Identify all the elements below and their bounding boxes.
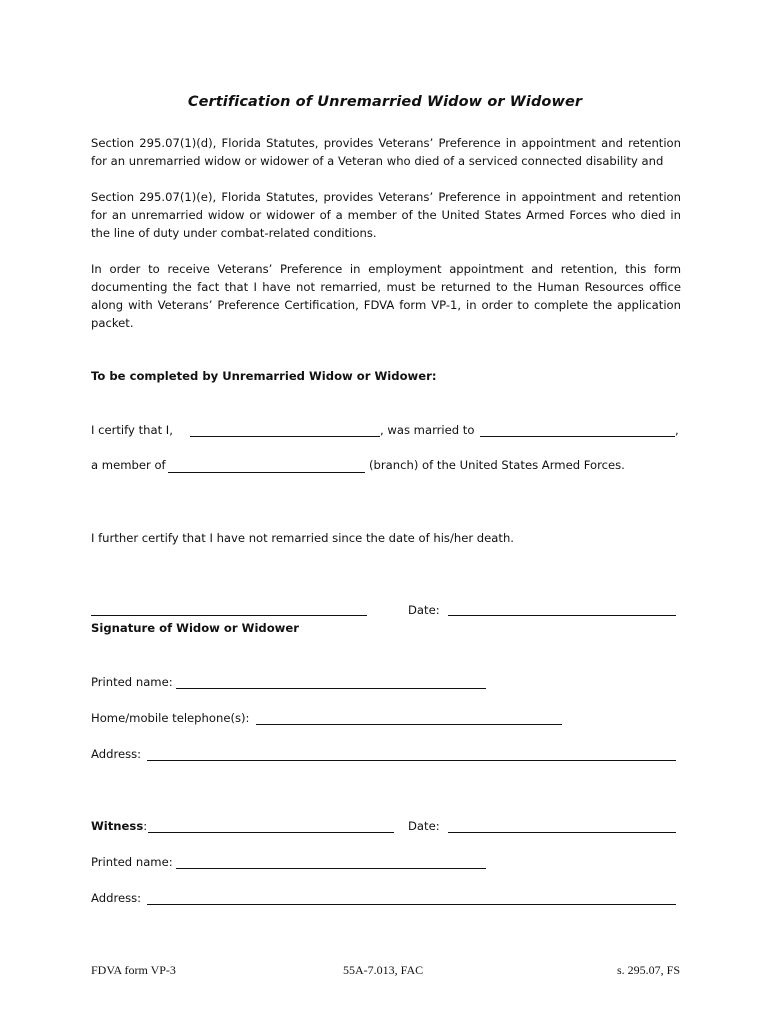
witness-date-field[interactable] [448,832,676,833]
paragraph-section-d: Section 295.07(1)(d), Florida Statutes, provides Veterans’ Preference in appointment and retention for an unremarried widow or widower of a Veteran who died of a serviced connected disability and [91,136,681,168]
paragraph-instructions: In order to receive Veterans’ Preference in employment appointment and retention, this form documenting the fact that I have not remarried, must be returned to the Human Resources office along with Veterans’ Preference Certification, FDVA form VP-1, in order to complete the application packet. [91,262,681,330]
printed-name-field[interactable] [176,688,486,689]
signature-date-label: Date: [408,603,440,617]
footer-rule-ref: 55A-7.013, FAC [343,963,424,977]
signature-caption: Signature of Widow or Widower [91,621,299,635]
signature-field[interactable] [91,615,367,616]
footer-statute-ref: s. 295.07, FS [616,963,680,977]
widow-name-field[interactable] [190,436,380,437]
certify-label-3: , [675,423,679,437]
witness-colon: : [143,819,148,833]
branch-field[interactable] [168,472,365,473]
certify-label-1: I certify that I, [91,423,173,437]
signature-date-field[interactable] [448,615,676,616]
witness-address-label: Address: [91,891,142,905]
witness-label-wrap [91,819,147,833]
telephone-label: Home/mobile telephone(s): [91,711,250,725]
address-label: Address: [91,747,142,761]
member-label: a member of [91,458,166,472]
address-field[interactable] [147,760,676,761]
witness-label: Witness [91,819,144,833]
section-heading: To be completed by Unremarried Widow or Widower: [91,369,437,383]
paragraph-section-e: Section 295.07(1)(e), Florida Statutes, provides Veterans’ Preference in appointment and retention for an unremarried widow or widower of a member of the United States Armed Forces who died in the line of duty under combat-related conditions. [91,190,681,240]
witness-date-label: Date: [408,819,440,833]
telephone-field[interactable] [256,724,562,725]
branch-suffix: (branch) of the United States Armed Forces. [369,458,625,472]
veteran-name-field[interactable] [480,436,675,437]
witness-printed-name-label: Printed name: [91,855,173,869]
form-title: Certification of Unremarried Widow or Widower [187,94,583,110]
footer-form-id: FDVA form VP-3 [91,963,176,977]
witness-signature-field[interactable] [148,832,394,833]
witness-printed-name-field[interactable] [176,868,486,869]
further-certify-text: I further certify that I have not remarried since the date of his/her death. [91,531,514,545]
printed-name-label: Printed name: [91,675,173,689]
witness-address-field[interactable] [147,904,676,905]
certify-label-2: , was married to [380,423,475,437]
